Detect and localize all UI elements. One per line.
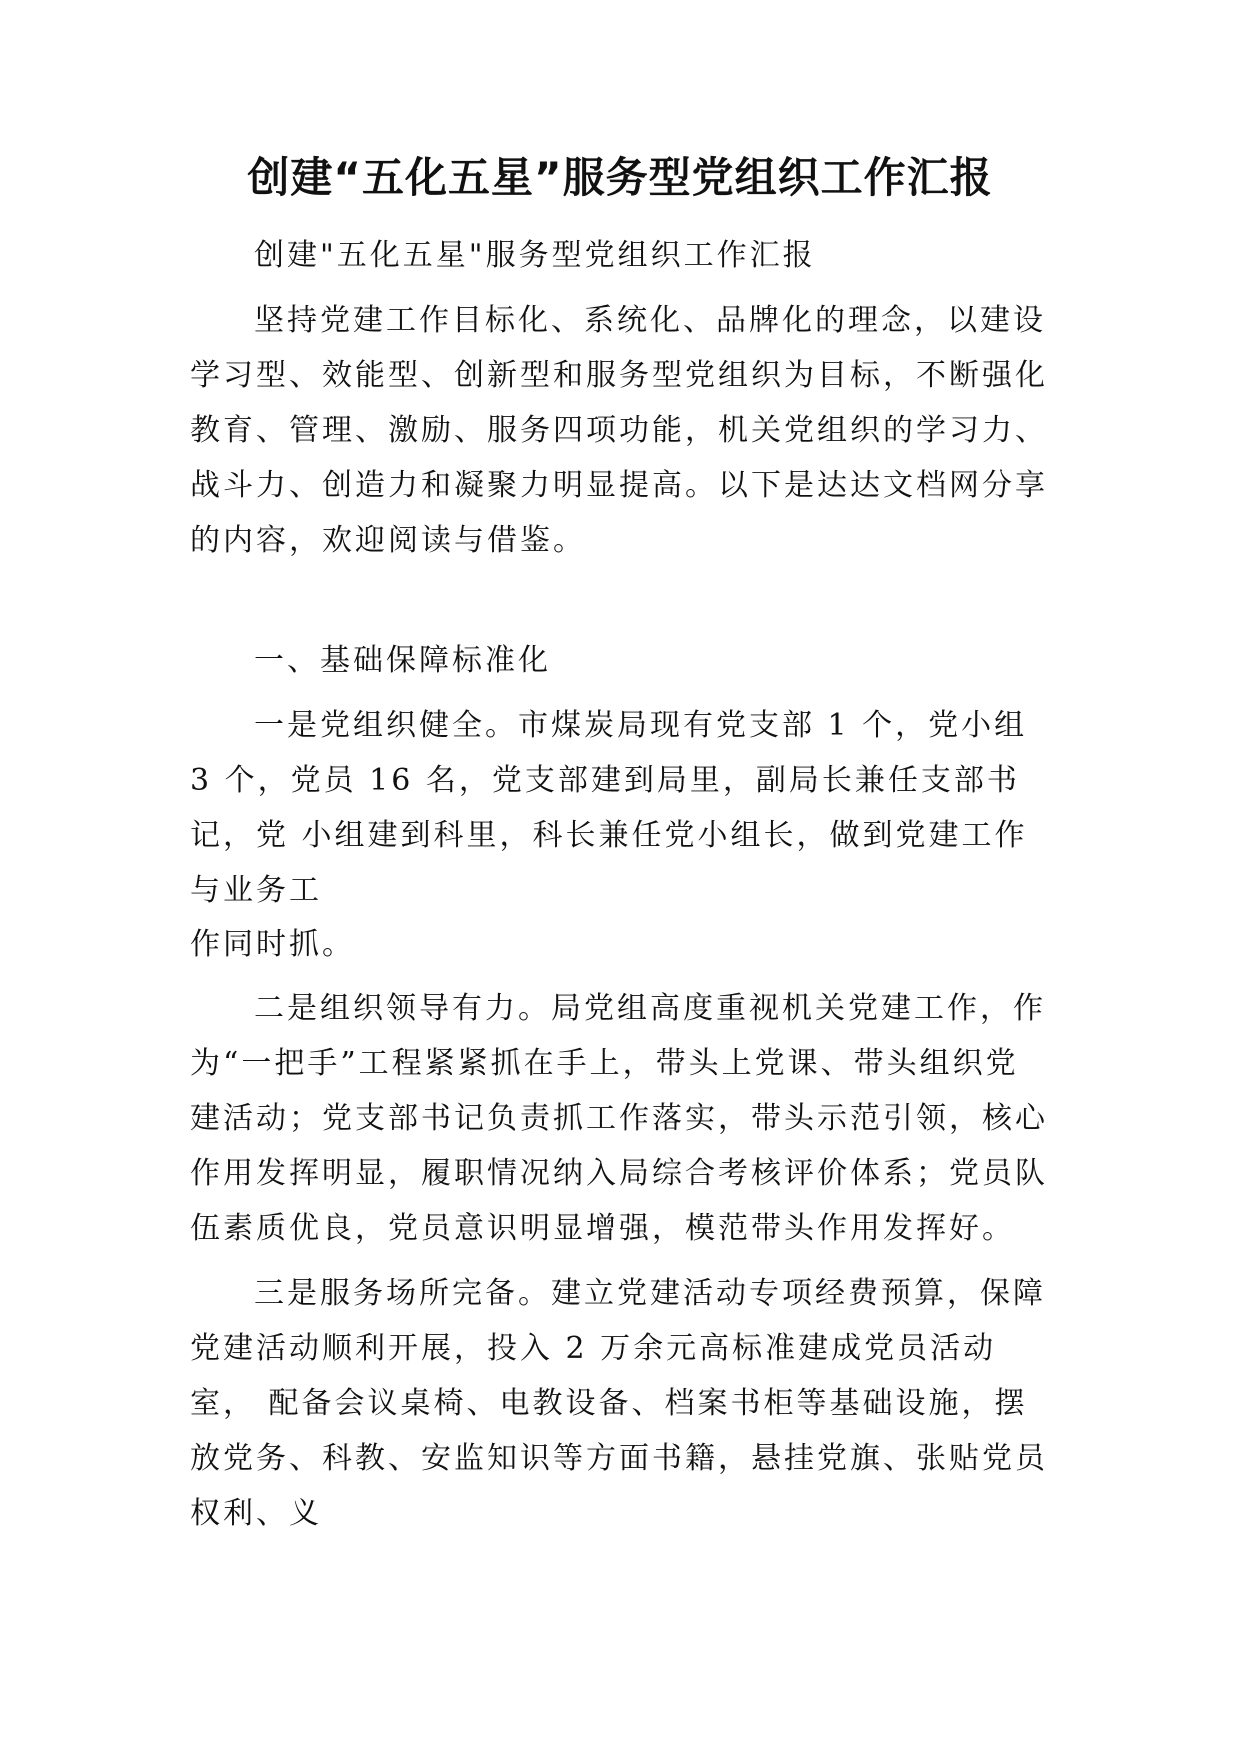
document-subtitle: 创建"五化五星"服务型党组织工作汇报: [254, 238, 816, 273]
document-title: 创建“五化五星”服务型党组织工作汇报: [247, 153, 993, 202]
document-body: [190, 228, 1050, 1541]
paragraph-party-organization: 一是党组织健全。市煤炭局现有党支部 1 个，党小组 3 个，党员 16 名，党支部建到局里，副局长兼任支部书记，党 小组建到科里，科长兼任党小组长，做到党建工作与业务工: [190, 708, 1028, 908]
paragraph-leadership: 二是组织领导有力。局党组高度重视机关党建工作，作为“一把手”工程紧紧抓在手上，带头上党课、带头组织党建活动；党支部书记负责抓工作落实，带头示范引领，核心作用发挥明显，履职情况纳入局综合考核评价体系；党员队伍素质优良，党员意识明显增强，模范带头作用发挥好。: [190, 991, 1048, 1246]
intro-paragraph: 坚持党建工作目标化、系统化、品牌化的理念，以建设学习型、效能型、创新型和服务型党组织为目标，不断强化教育、管理、激励、服务四项功能，机关党组织的学习力、战斗力、创造力和凝聚力明显提高。以下是达达文档网分享的内容，欢迎阅读与借鉴。: [190, 303, 1048, 558]
paragraph-service-venue: 三是服务场所完备。建立党建活动专项经费预算，保障党建活动顺利开展，投入 2 万余元高标准建成党员活动室， 配备会议桌椅、电教设备、档案书柜等基础设施，摆放党务、科教、安监知识等方面书籍，悬挂党旗、张贴党员权利、义: [190, 1276, 1048, 1531]
paragraph-party-organization-tail: 作同时抓。: [190, 927, 355, 962]
section-heading: 一、基础保障标准化: [254, 643, 551, 678]
